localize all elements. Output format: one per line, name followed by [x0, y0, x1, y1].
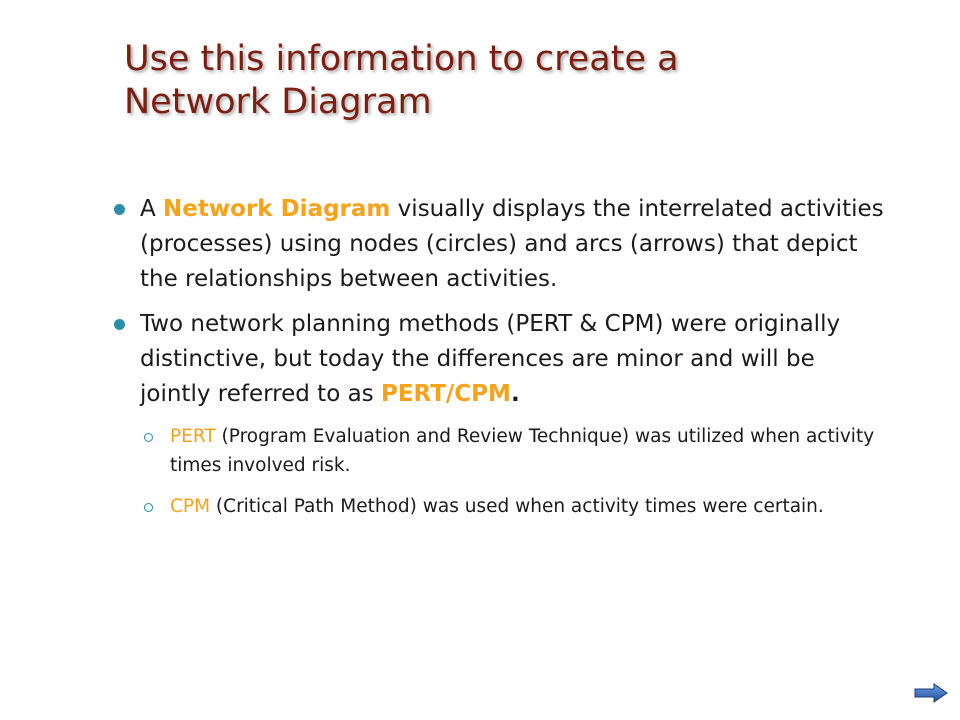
- subbullet-pert: [110, 422, 890, 480]
- next-slide-button[interactable]: [914, 683, 948, 703]
- bullet-dot-icon: [114, 204, 125, 215]
- bullet-text: A: [140, 196, 164, 222]
- bullet-text: .: [510, 381, 520, 407]
- bullet-text: Two network planning methods (PERT & CPM) were originally distinctive, but today the differences are minor and will be jointly referred to as: [140, 311, 841, 407]
- highlight-pert-cpm: PERT/CPM: [380, 381, 511, 407]
- bullet-ring-icon: [144, 503, 153, 512]
- subbullet-text: (Critical Path Method) was used when activity times were certain.: [210, 496, 824, 517]
- subbullet-text: (Program Evaluation and Review Technique) was utilized when activity times involved risk.: [170, 426, 875, 476]
- slide-content: [110, 192, 890, 533]
- arrow-right-icon: [914, 683, 948, 703]
- highlight-cpm: CPM: [170, 496, 211, 517]
- title-line-2: Network Diagram: [124, 82, 432, 122]
- subbullet-cpm: [110, 492, 890, 521]
- bullet-dot-icon: [114, 319, 125, 330]
- highlight-pert: PERT: [170, 426, 216, 447]
- highlight-network-diagram: Network Diagram: [163, 196, 391, 222]
- slide-title: [124, 38, 884, 124]
- title-line-1: Use this information to create a: [124, 39, 679, 79]
- bullet-ring-icon: [144, 433, 153, 442]
- bullet-text: visually displays the interrelated activities (processes) using nodes (circles) and arcs (arrows) that depict the relationships between activities.: [140, 196, 884, 292]
- bullet-pert-cpm: [110, 307, 890, 412]
- bullet-network-diagram: [110, 192, 890, 297]
